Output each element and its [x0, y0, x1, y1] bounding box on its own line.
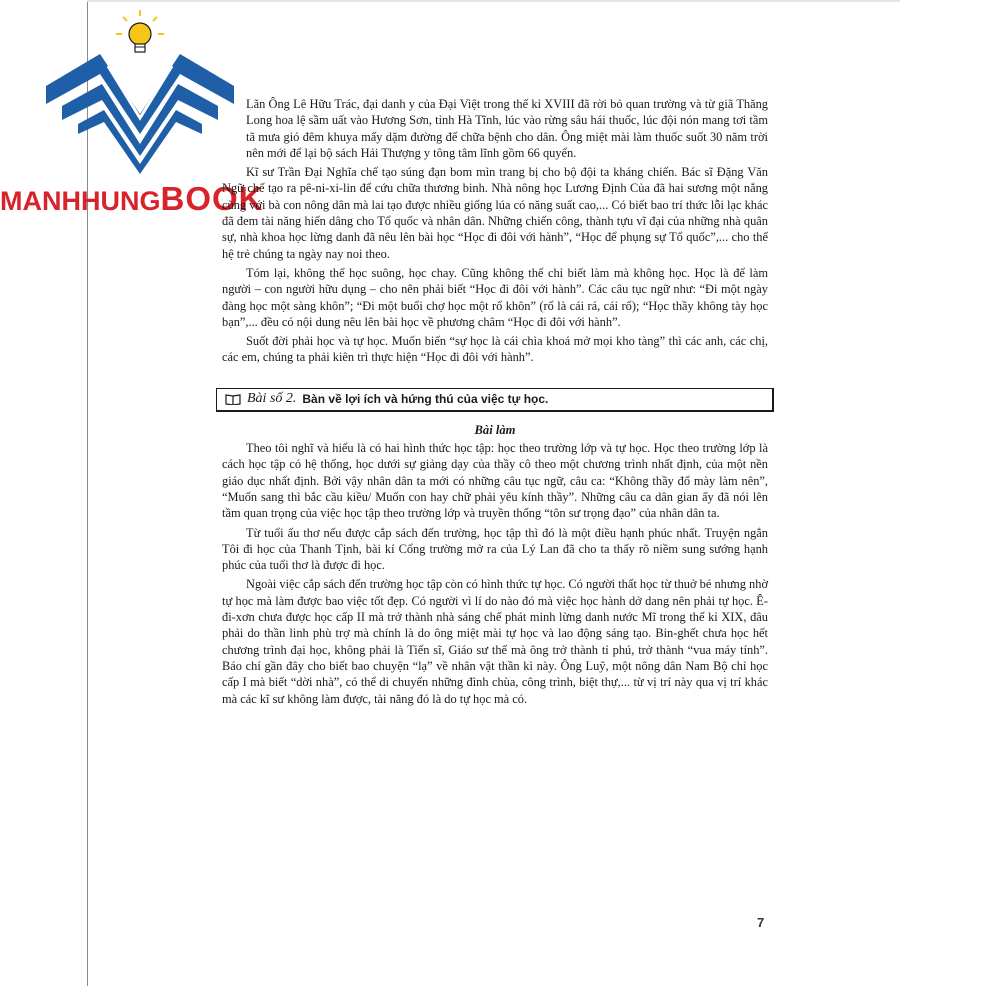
paragraph: Theo tôi nghĩ và hiểu là có hai hình thức học tập: học theo trường lớp và tự học. Học theo trường lớp là cách học tập có hệ thống, học dưới sự giảng dạy của thầy cô theo một chương trình nhất định, của một nền giáo dục nhất định. Bởi vậy nhân dân ta mới có những câu tục ngữ, câu ca: “Không thầy đố mày làm nên”, “Muốn sang thì bắc cầu kiều/ Muốn con hay chữ phải yêu kính thầy”. Những câu ca dân gian ấy đã nói lên tầm quan trọng của việc học tập theo trường lớp và truyền thống “tôn sư trọng đạo” của nhân dân ta. — [222, 441, 768, 521]
paragraph: Tóm lại, không thể học suông, học chay. Cũng không thể chỉ biết làm mà không học. Học là để làm người – con người hữu dụng – cho nên phải biết “Học đi đôi với hành”. Các câu tục ngữ như: “Đi một ngày đàng học một sàng khôn”; “Đi một buổi chợ học một rổ khôn” (rổ là cái rá, cái rổ); “Học thầy không tày học bạn”,... đều có nội dung nêu lên bài học về phương châm “Học đi đôi với hành”. — [222, 265, 768, 329]
section-title: Bàn về lợi ích và hứng thú của việc tự học. — [302, 392, 549, 407]
section-header — [216, 388, 774, 412]
answer-heading: Bài làm — [474, 422, 516, 437]
paragraph: Lãn Ông Lê Hữu Trác, đại danh y của Đại Việt trong thế kỉ XVIII đã rời bỏ quan trường và từ giã Thăng Long hoa lệ sầm uất vào Hương Sơn, tỉnh Hà Tĩnh, lúc vào rừng sâu hái thuốc, lúc đội nón mang tơi tầm tã mưa gió đêm khuya mấy dặm đường để chữa bệnh cho dân. Ông miệt mài làm thuốc suốt 30 năm trời nên mới để lại bộ sách Hải Thượng y tông tâm lĩnh gồm 66 quyển. — [246, 97, 768, 160]
paragraph: Kĩ sư Trần Đại Nghĩa chế tạo súng đạn bom mìn trang bị cho bộ đội ta kháng chiến. Bác sĩ Đặng Văn Ngữ chế tạo ra pê-ni-xi-lin để cứu chữa thương binh. Nhà nông học Lương Định Của đã hai sương một nắng cùng với bà con nông dân mà lai tạo được nhiều giống lúa có năng suất cao,... Có biết bao trí thức lỗi lạc khác đã đem tài năng hiến dâng cho Tổ quốc và nhân dân. Những chiến công, thành tựu vĩ đại của những nhà quân sự, nhà khoa học lừng danh đã nêu lên bài học “Học đi đôi với hành”, “Học để phụng sự Tổ quốc”,... cho thế hệ trẻ chúng ta ngày nay noi theo. — [222, 165, 768, 261]
paragraph: Từ tuổi ấu thơ nếu được cắp sách đến trường, học tập thì đó là một điều hạnh phúc nhất. Truyện ngắn Tôi đi học của Thanh Tịnh, bài kí Cổng trường mở ra của Lý Lan đã cho ta thấy rõ niềm sung sướng hạnh phúc của tuổi thơ là được đi học. — [222, 525, 768, 573]
open-book-icon — [225, 393, 241, 405]
brand-name-part1: MANHHUNG — [0, 186, 161, 216]
section-number: Bài số 2. — [247, 391, 297, 407]
document-body — [222, 96, 768, 710]
book-lightbulb-icon — [40, 4, 240, 184]
paragraph: Suốt đời phải học và tự học. Muốn biến “sự học là cái chìa khoá mở mọi kho tàng” thì các anh, các chị, các em, chúng ta phải kiên trì thực hiện “Học đi đôi với hành”. — [222, 334, 768, 365]
brand-name-part2: BOOK — [160, 180, 264, 217]
paragraph: Ngoài việc cắp sách đến trường học tập còn có hình thức tự học. Có người thất học từ thuở bé nhưng nhờ tự học mà làm được bao việc tốt đẹp. Có người vì lí do nào đó mà việc học hành dở dang nên phải tự học. Ê-đi-xơn chưa được học cấp II mà trở thành nhà sáng chế phát minh lừng danh nước Mĩ trong thế kỉ XIX, đâu phải do thần linh phù trợ mà chính là do ông miệt mài tự học và lao động sáng tạo. Bin-ghết chưa học hết chương trình đại học, không phải là Tiến sĩ, Giáo sư thế mà ông trở thành tỉ phú, trở thành “vua máy tính”. Báo chí gần đây cho biết bao chuyện “lạ” về nhân vật thần kì này. Ông Luỹ, một nông dân Nam Bộ chỉ học cấp I mà biết “dời nhà”, có thể di chuyển những đình chùa, công trình, biệt thự,... từ vị trí này qua vị trí khác mà các kĩ sư không làm được, tài năng đó là do tự học mà có. — [222, 577, 768, 706]
page-number: 7 — [757, 915, 765, 930]
